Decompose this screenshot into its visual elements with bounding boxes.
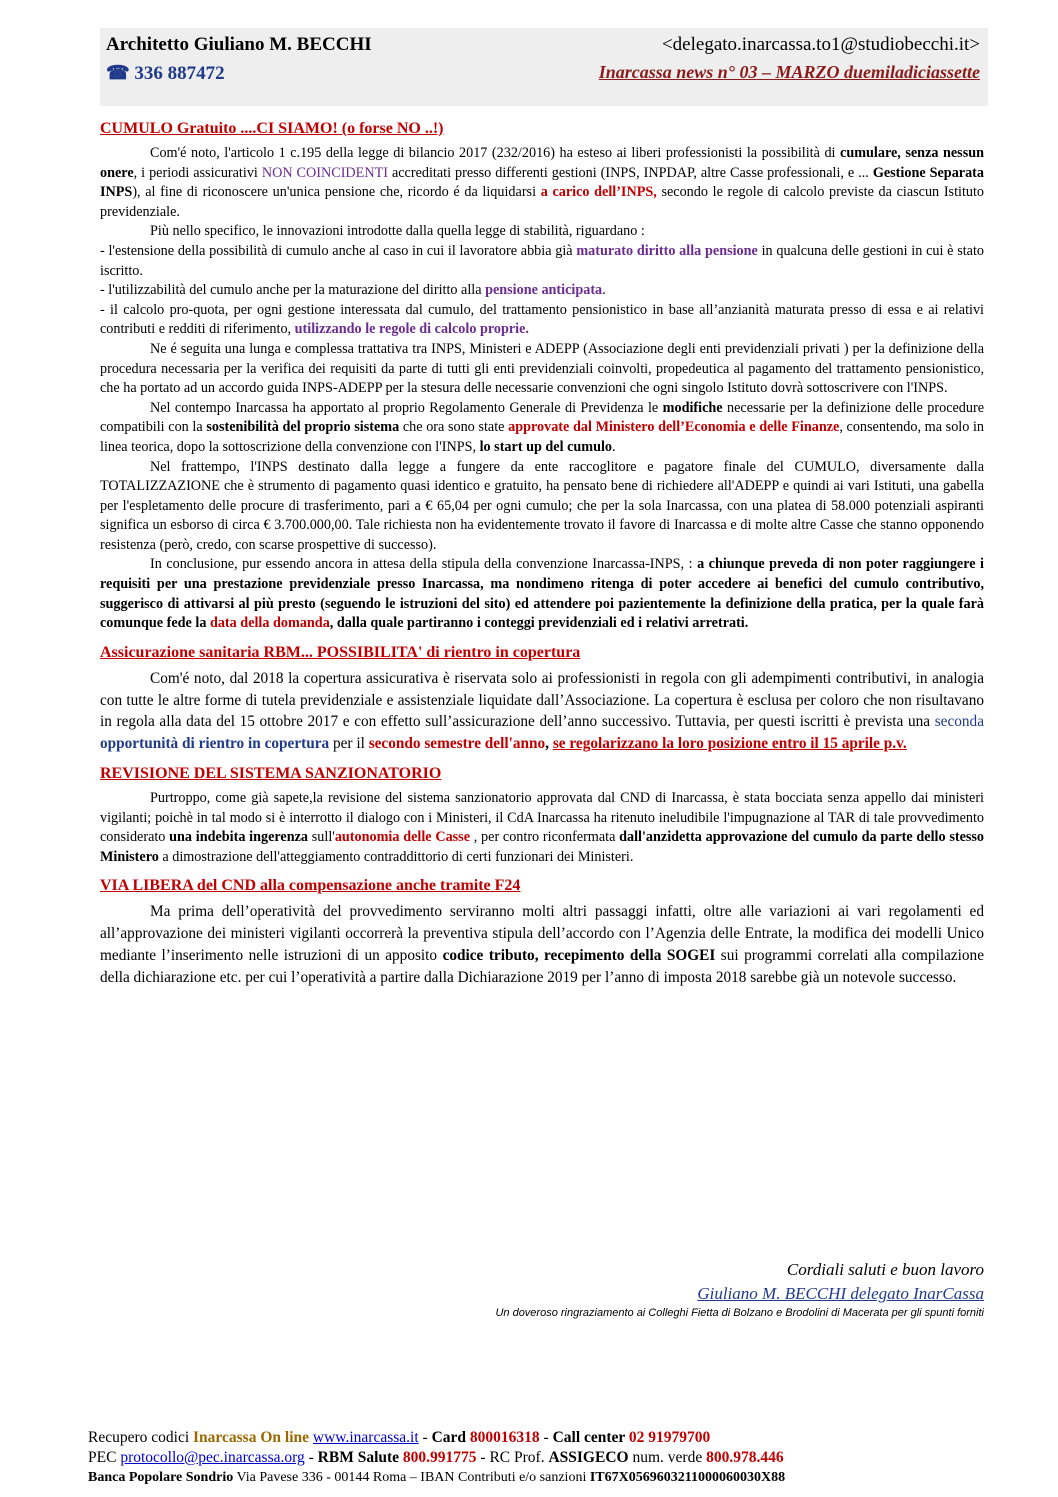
main-content (100, 118, 984, 989)
section-title-rbm: Assicurazione sanitaria RBM... POSSIBILITA' di rientro in copertura (100, 643, 581, 661)
phone-number (106, 62, 225, 85)
newsletter-issue: Inarcassa news n° 03 – MARZO duemiladiciassette (598, 62, 980, 82)
paragraph: Più nello specifico, le innovazioni introdotte dalla quella legge di stabilità, riguardano : (150, 223, 645, 240)
email-address[interactable]: <delegato.inarcassa.to1@studiobecchi.it> (661, 34, 980, 55)
section-title-f24: VIA LIBERA del CND alla compensazione anche tramite F24 (100, 877, 521, 895)
phone-text: 336 887472 (134, 63, 225, 84)
acknowledgement: Un doveroso ringraziamento ai Colleghi Fietta di Bolzano e Brodolini di Macerata per gli spunti forniti (495, 1307, 984, 1319)
phone-icon: ☎ (106, 63, 130, 84)
paragraph: Com'é noto, l'articolo 1 c.195 della legge di bilancio 2017 (232/2016) ha esteso ai liberi professionisti la possibilità di cumulare, senza nessun onere, i periodi assicurativi NON COINCIDENTI accreditati presso differenti gestioni (INPS, INPDAP, altre Casse professionali, e ... Gestione Separata INPS), al fine di riconoscere un'unica pensione che, ricordo é da liquidarsi a carico dell’INPS, secondo le regole di calcolo previste da ciascun Istituto previdenziale. (100, 145, 985, 220)
bullet-item: - il calcolo pro-quota, per ogni gestione interessata dal cumulo, del trattamento pensionistico in base all’anzianità maturata presso di essa e ai relativi contributi e redditi di riferimento, utilizzando le regole di calcolo proprie. (100, 301, 984, 338)
author-name: Architetto Giuliano M. BECCHI (106, 34, 372, 55)
bullet-item: - l'utilizzabilità del cumulo anche per la maturazione del diritto alla pensione anticipata. (100, 282, 606, 299)
footer-row-1: Recupero codici Inarcassa On line www.inarcassa.it - Card 800016318 - Call center 02 91979700 (88, 1429, 711, 1446)
paragraph: Com'é noto, dal 2018 la copertura assicurativa è riservata solo ai professionisti in regola con gli adempimenti contributivi, in analogia con tutte le altre forme di tutela previdenziale e assistenziale liquidate dall’Associazione. La copertura è esclusa per coloro che non risultavano in regola alla data del 15 ottobre 2017 e con effetto sull’assicurazione dell’anno successivo. Tuttavia, per questi iscritti è prevista una seconda opportunità di rientro in copertura per il secondo semestre dell'anno, se regolarizzano la loro posizione entro il 15 aprile p.v. (100, 669, 984, 753)
bullet-item: - l'estensione della possibilità di cumulo anche al caso in cui il lavoratore abbia già maturato diritto alla pensione in qualcuna delle gestioni in cui è stato iscritto. (100, 242, 984, 279)
footer-row-2: PEC protocollo@pec.inarcassa.org - RBM Salute 800.991775 - RC Prof. ASSIGECO num. verde 800.978.446 (88, 1449, 784, 1466)
pec-email-link[interactable]: protocollo@pec.inarcassa.org (120, 1449, 305, 1466)
paragraph: Purtroppo, come già sapete,la revisione del sistema sanzionatorio approvata dal CND di Inarcassa, è stata bocciata senza appello dai ministeri vigilanti; poichè in tal modo si è interrotto il dialogo con i Ministeri, il CdA Inarcassa ha ritenuto ineludibile l'impugnazione al TAR di tale provvedimento considerato una indebita ingerenza sull'autonomia delle Casse , per contro riconfermata dall'anzidetta approvazione del cumulo da parte dello stesso Ministero a dimostrazione dell'atteggiamento contraddittorio di certi funzionari dei Ministeri. (100, 790, 985, 865)
footer-row-3: Banca Popolare Sondrio Via Pavese 336 - 00144 Roma – IBAN Contributi e/o sanzioni IT67X0569603211000060030X88 (88, 1470, 786, 1485)
header-box (100, 28, 988, 106)
paragraph: Nel frattempo, l'INPS destinato dalla legge a fungere da ente raccoglitore e pagatore finale del CUMULO, diversamente dalla TOTALIZZAZIONE che è strumento di pagamento quasi identico e gratuito, ha pensato bene di richiedere all'ADEPP e quindi ai vari Istituti, una gabella per l'espletamento delle procure di trasferimento, pari a € 65,04 per ogni cumulo; che per la sola Inarcassa, con una platea di 58.000 potenziali aspiranti significa un esborso di circa € 3.700.000,00. Tale richiesta non ha evidentemente trovato il favore di Inarcassa e di molte altre Casse che stanno opponendo resistenza (però, credo, con scarse prospettive di successo). (100, 458, 984, 553)
signer-name: Giuliano M. BECCHI delegato InarCassa (697, 1284, 984, 1303)
footer-contacts (88, 1428, 988, 1488)
paragraph: Nel contempo Inarcassa ha apportato al proprio Regolamento Generale di Previdenza le modifiche necessarie per la definizione delle procedure compatibili con la sostenibilità del proprio sistema che ora sono state approvate dal Ministero dell’Economia e delle Finanze, consentendo, ma solo in linea teorica, dopo la sottoscrizione della convenzione con l'INPS, lo start up del cumulo. (100, 399, 985, 455)
section-title-sanzioni: REVISIONE DEL SISTEMA SANZIONATORIO (100, 765, 442, 783)
greeting: Cordiali saluti e buon lavoro (786, 1260, 984, 1279)
paragraph: Ne é seguita una lunga e complessa trattativa tra INPS, Ministeri e ADEPP (Associazione degli enti previdenziali privati ) per la definizione della procedura necessaria per la verifica dei requisiti da parte di tutti gli enti previdenziali coinvolti, propedeutica al pagamento del trattamento pensionistico, che ha portato ad un accordo guida INPS-ADEPP per la stesura delle necessarie convenzioni che ogni singolo Istituto dovrà sottoscrivere con l'INPS. (100, 340, 984, 397)
paragraph: In conclusione, pur essendo ancora in attesa della stipula della convenzione Inarcassa-INPS, : a chiunque preveda di non poter raggiungere i requisiti per una prestazione previdenziale presso Inarcassa, ma nondimeno ritenga di poter accedere ai benefici del cumulo contributivo, suggerisco di attivarsi al più presto (seguendo le istruzioni del sito) ed attendere poi pazientemente la definizione della pratica, per la quale farà comunque fede la data della domanda, dalla quale partiranno i conteggi previdenziali ed i relativi arretrati. (100, 556, 984, 632)
paragraph: Ma prima dell’operatività del provvedimento serviranno molti altri passaggi infatti, oltre alle variazioni ai vari regolamenti ed all’approvazione dei ministeri vigilanti occorrerà la preventiva stipula dell’accordo con l’Agenzia delle Entrate, la modifica dei modelli Unico mediante l’inserimento nelle istruzioni di un apposito codice tributo, recepimento della SOGEI sui programmi correlati alla compilazione della dichiarazione etc. per cui l’operatività a partire dalla Dichiarazione 2019 per l’anno di imposta 2018 sarebbe già un notevole successo. (100, 903, 984, 986)
section-title-cumulo: CUMULO Gratuito ....CI SIAMO! (o forse NO ..!) (100, 120, 444, 137)
signature-block (495, 1260, 984, 1319)
inarcassa-website-link[interactable]: www.inarcassa.it (312, 1429, 419, 1446)
